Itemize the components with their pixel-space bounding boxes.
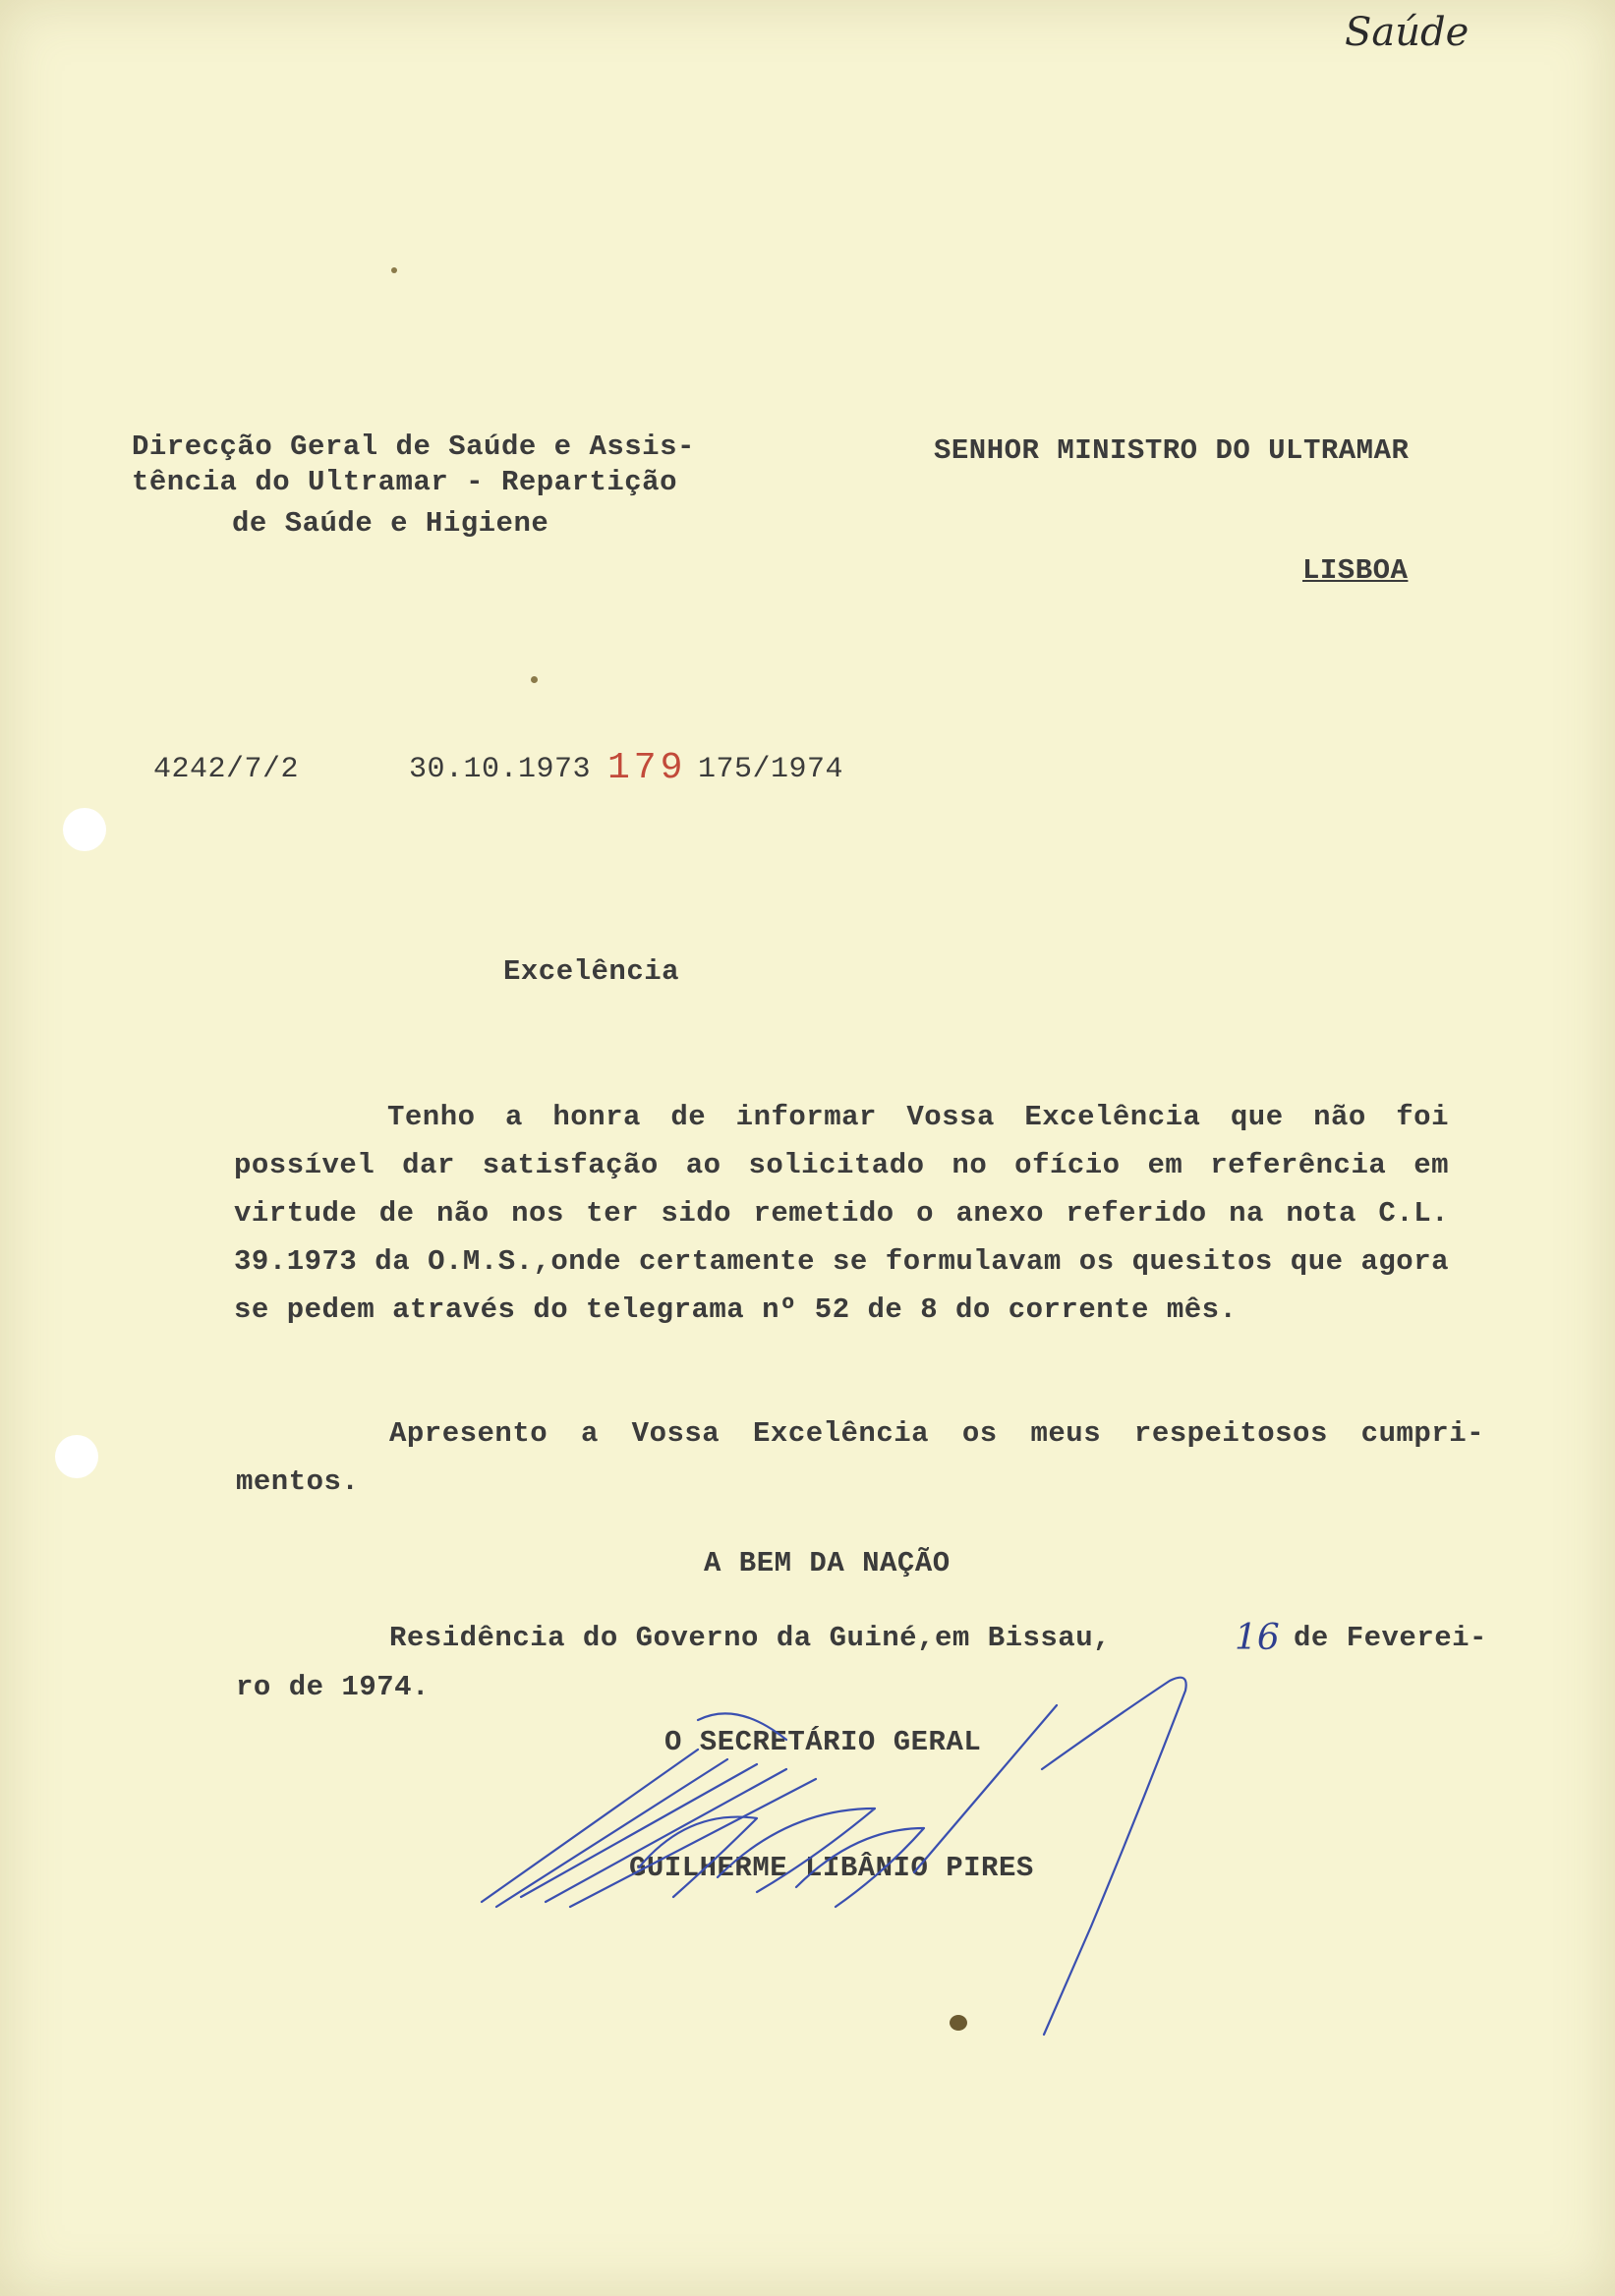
punch-hole-bottom <box>55 1435 98 1478</box>
place-date-month: de Feverei- <box>1294 1622 1487 1654</box>
signatory-name: GUILHERME LIBÂNIO PIRES <box>629 1852 1034 1884</box>
place-date-line-2: ro de 1974. <box>236 1671 430 1703</box>
handwritten-day: 16 <box>1235 1618 1280 1658</box>
salutation: Excelência <box>503 955 680 988</box>
closing-motto: A BEM DA NAÇÃO <box>704 1547 951 1579</box>
handwritten-annotation: Saúde <box>1345 10 1470 55</box>
recipient-city: LISBOA <box>1302 554 1409 587</box>
place-date-line-1: Residência do Governo da Guiné,em Bissau, <box>389 1622 1112 1654</box>
punch-hole-top <box>63 808 106 851</box>
body-paragraph-2: Apresento a Vossa Excelência os meus respeitosos cumpri- mentos. <box>236 1417 1484 1498</box>
body-paragraph-1: Tenho a honra de informar Vossa Excelência que não foi possível dar satisfação ao solicitado no ofício em referência em virtude de não nos ter sido remetido o anexo referido na nota C.L. 39.1973 da O.M.S.,onde certamente se formulavam os quesitos que agora se pedem através do telegrama nº 52 de 8 do corrente mês. <box>234 1101 1449 1326</box>
reference-number: 175/1974 <box>698 753 844 786</box>
paper-speck <box>531 676 538 683</box>
sender-line-2: tência do Ultramar - Repartição <box>132 466 677 498</box>
sender-line-1: Direcção Geral de Saúde e Assis- <box>132 430 695 463</box>
sender-line-3: de Saúde e Higiene <box>232 507 549 540</box>
handwritten-signature <box>462 1661 1209 2044</box>
reference-date: 30.10.1973 <box>409 753 592 786</box>
reference-stamp-number: 179 <box>607 747 687 789</box>
recipient-title: SENHOR MINISTRO DO ULTRAMAR <box>934 434 1410 467</box>
reference-process: 4242/7/2 <box>153 753 300 786</box>
signatory-role: O SECRETÁRIO GERAL <box>664 1726 982 1758</box>
paper-speck <box>391 267 397 273</box>
